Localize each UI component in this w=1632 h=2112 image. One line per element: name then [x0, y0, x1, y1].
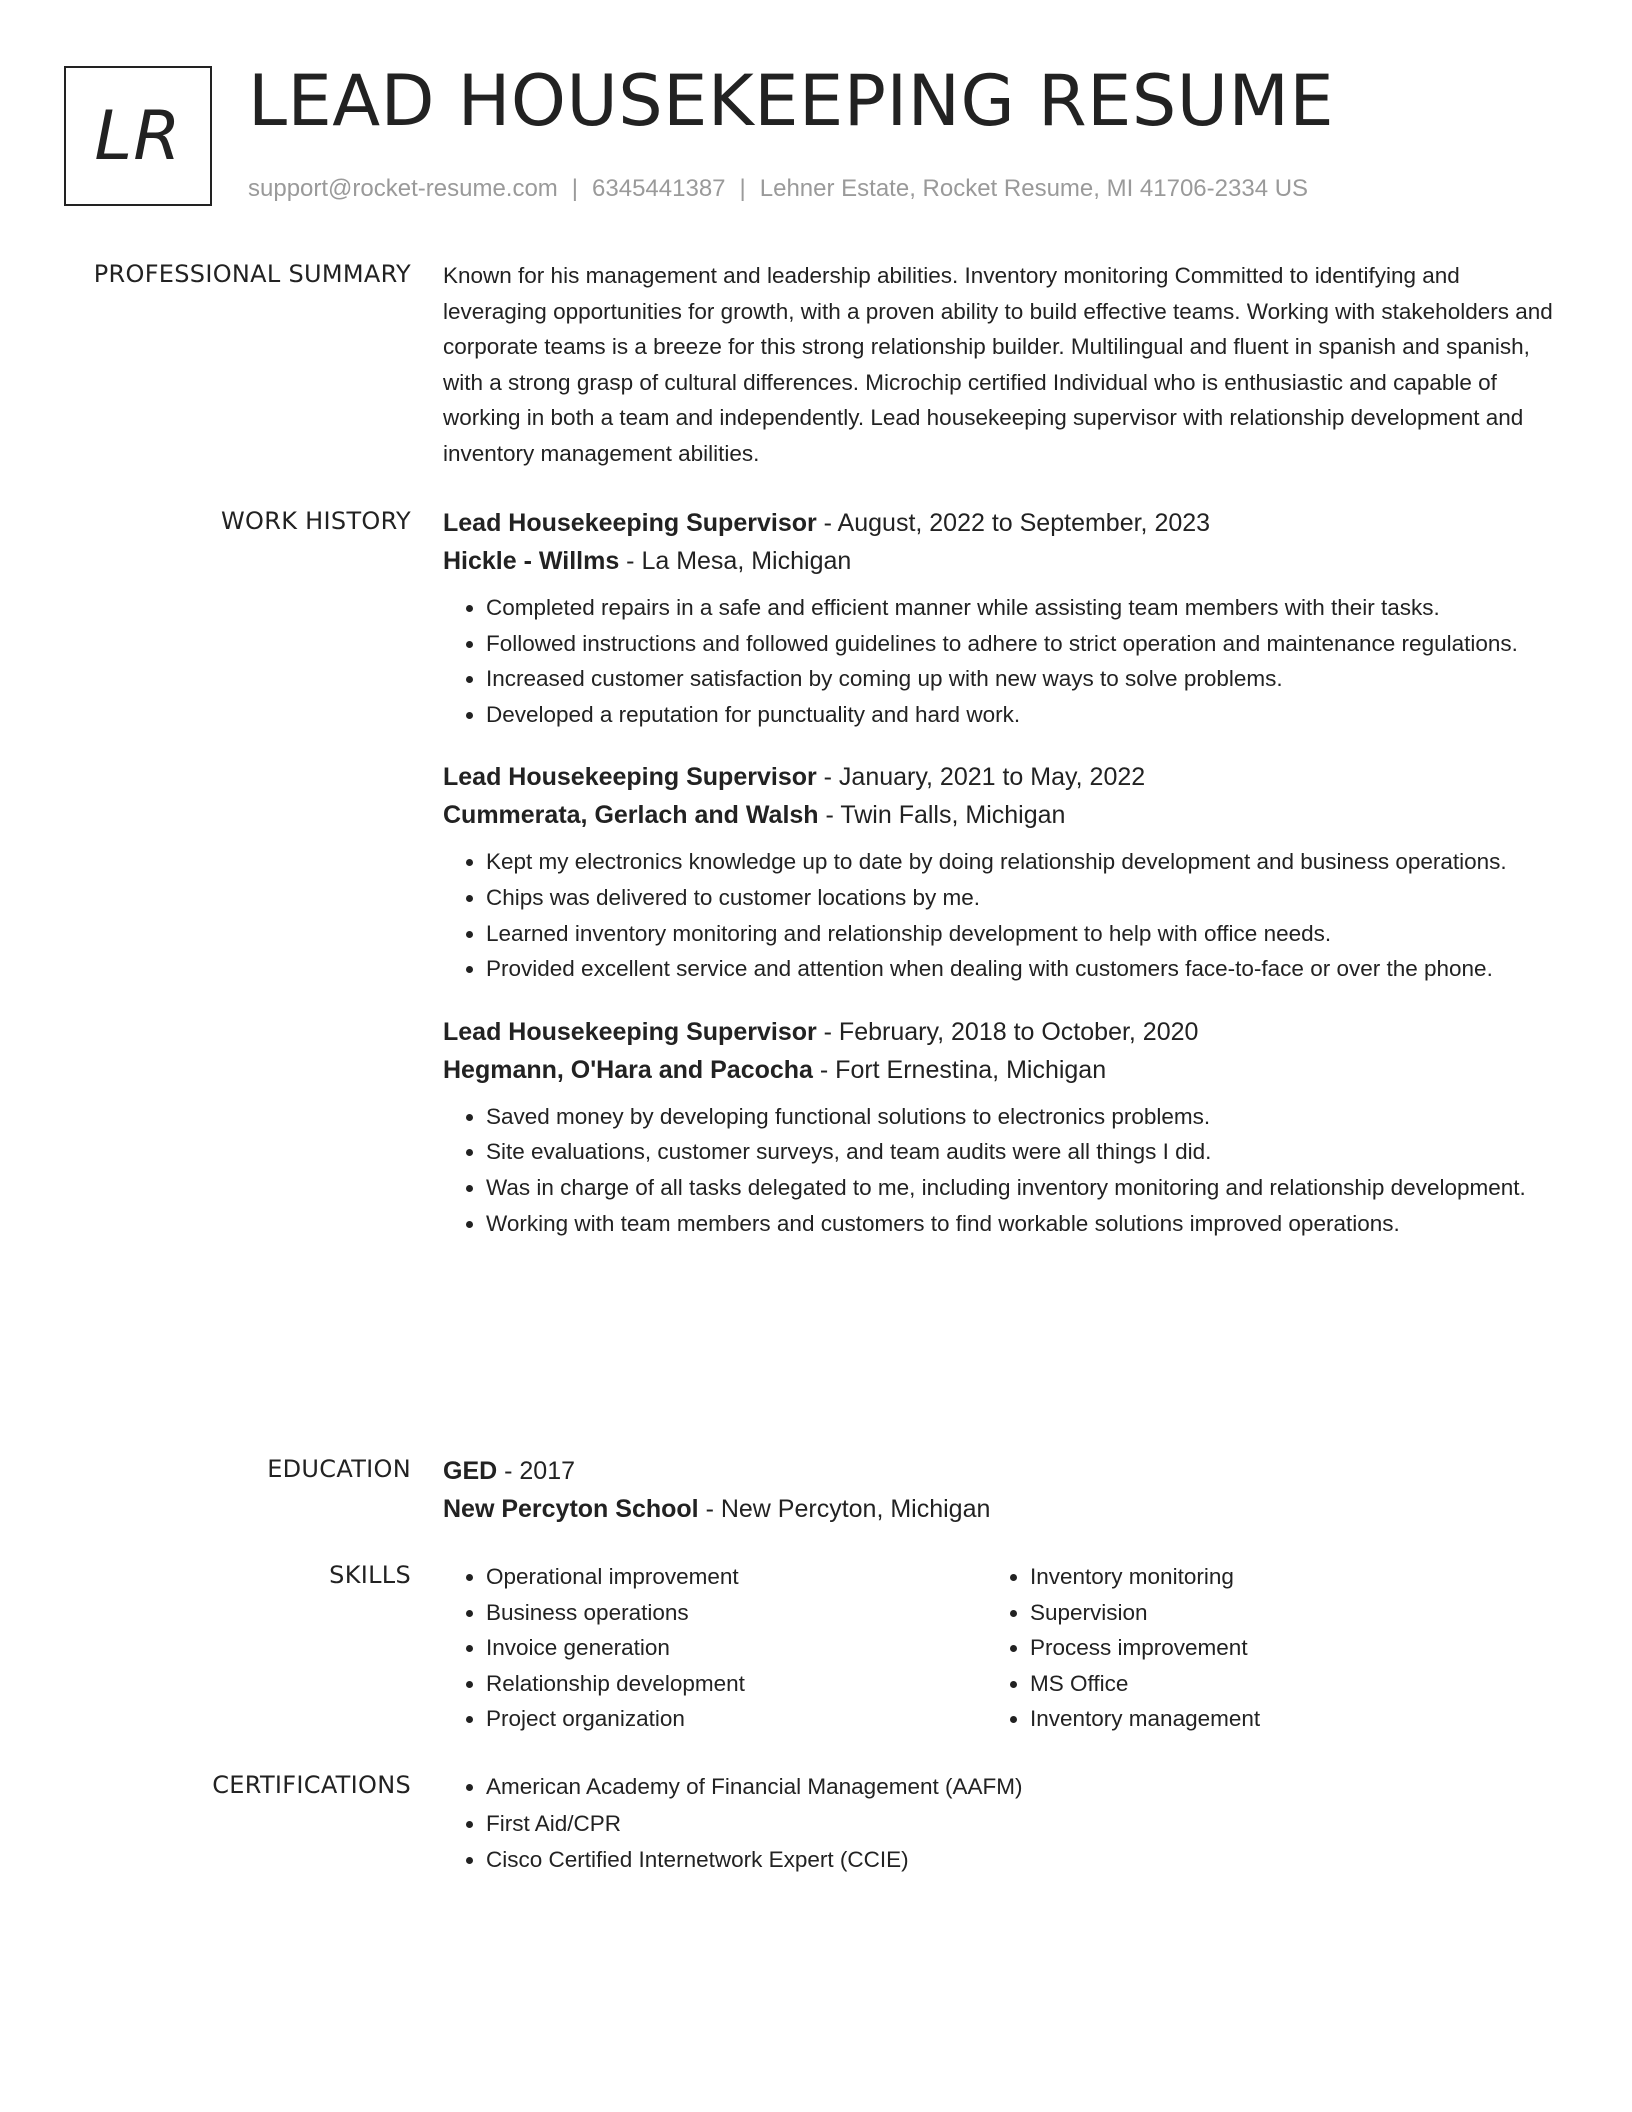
- skills-column: [443, 1559, 986, 1737]
- list-item: • Chips was delivered to customer locations by me.: [486, 880, 1553, 916]
- list-item: • Invoice generation: [486, 1630, 986, 1666]
- education-year: - 2017: [497, 1457, 576, 1485]
- contact-separator: |: [571, 175, 579, 202]
- education-location: - New Percyton, Michigan: [698, 1495, 991, 1523]
- list-item: • Site evaluations, customer surveys, and team audits were all things I did.: [486, 1134, 1553, 1170]
- job-location: - Twin Falls, Michigan: [818, 801, 1066, 830]
- skills-column: [987, 1559, 1530, 1737]
- contact-phone: 6345441387: [592, 175, 726, 202]
- job-dates: - February, 2018 to October, 2020: [816, 1017, 1199, 1046]
- list-item: • Developed a reputation for punctuality and hard work.: [486, 697, 1553, 733]
- summary-text: Known for his management and leadership abilities. Inventory monitoring Committed to identifying and leveraging opportunities for growth, with a proven ability to build effective teams. Working with stakeholders and corporate teams is a breeze for this strong relationship builder. Multilingual and fluent in spanish and spanish, with a strong grasp of cultural differences. Microchip certified Individual who is enthusiastic and capable of working in both a team and independently. Lead housekeeping supervisor with relationship development and inventory management abilities.: [443, 263, 1553, 466]
- job-title-line: [443, 1013, 1553, 1051]
- education-school: New Percyton School: [443, 1495, 699, 1523]
- job-dates: - August, 2022 to September, 2023: [816, 509, 1211, 537]
- job-company: Hickle - Willms: [443, 547, 620, 575]
- list-item: • Working with team members and customers to find workable solutions improved operations.: [486, 1206, 1553, 1242]
- list-item: • Kept my electronics knowledge up to date by doing relationship development and business operations.: [486, 844, 1553, 880]
- job-title: Lead Housekeeping Supervisor: [443, 509, 817, 537]
- monogram-logo: [64, 66, 212, 206]
- list-item: • Supervision: [1030, 1595, 1530, 1631]
- job-location: - La Mesa, Michigan: [619, 547, 852, 575]
- list-item: • Project organization: [486, 1701, 986, 1737]
- list-item: • Inventory management: [1030, 1701, 1530, 1737]
- certifications-content: [443, 1769, 1553, 1879]
- job-company-line: [443, 542, 1553, 580]
- list-item: • Operational improvement: [486, 1559, 986, 1595]
- list-item: • Learned inventory monitoring and relationship development to help with office needs.: [486, 916, 1553, 952]
- skills-label: SKILLS: [329, 1561, 411, 1589]
- job-company-line: [443, 796, 1553, 834]
- job-company: Hegmann, O'Hara and Pacocha: [443, 1055, 813, 1084]
- contact-separator: |: [739, 175, 746, 202]
- job-dates: - January, 2021 to May, 2022: [816, 763, 1146, 792]
- education-school-line: [443, 1490, 1553, 1528]
- list-item: • Inventory monitoring: [1030, 1559, 1530, 1595]
- certifications-list: [443, 1769, 1553, 1879]
- job-bullets: [443, 844, 1553, 986]
- list-item: • American Academy of Financial Management (AAFM): [486, 1769, 1553, 1806]
- job-company: Cummerata, Gerlach and Walsh: [443, 801, 819, 830]
- job-bullets: [443, 590, 1553, 732]
- certifications-label: CERTIFICATIONS: [212, 1771, 411, 1799]
- skills-content: [443, 1559, 1553, 1737]
- job-title: Lead Housekeeping Supervisor: [443, 1017, 817, 1046]
- resume-title: LEAD HOUSEKEEPING RESUME: [248, 60, 1335, 142]
- job-title-line: [443, 758, 1553, 796]
- list-item: • Was in charge of all tasks delegated to me, including inventory monitoring and relationship development.: [486, 1170, 1553, 1206]
- education-degree-line: [443, 1452, 1553, 1490]
- contact-address: Lehner Estate, Rocket Resume, MI 41706-2334 US: [759, 175, 1309, 202]
- list-item: • First Aid/CPR: [486, 1806, 1553, 1843]
- job-entry: [443, 758, 1553, 986]
- job-location: - Fort Ernestina, Michigan: [812, 1055, 1107, 1084]
- list-item: • Process improvement: [1030, 1630, 1530, 1666]
- contact-email: support@rocket-resume.com: [248, 175, 558, 202]
- work-history-content: [443, 504, 1553, 1267]
- job-title: Lead Housekeeping Supervisor: [443, 763, 817, 792]
- job-entry: [443, 1013, 1553, 1241]
- monogram-text: LR: [94, 96, 182, 176]
- job-title-line: [443, 504, 1553, 542]
- job-bullets: [443, 1099, 1553, 1241]
- contact-line: [248, 172, 1308, 206]
- list-item: • Provided excellent service and attention when dealing with customers face-to-face or over the phone.: [486, 951, 1553, 987]
- list-item: • MS Office: [1030, 1666, 1530, 1702]
- education-degree: GED: [443, 1457, 498, 1485]
- list-item: • Increased customer satisfaction by coming up with new ways to solve problems.: [486, 661, 1553, 697]
- list-item: • Business operations: [486, 1595, 986, 1631]
- list-item: • Completed repairs in a safe and efficient manner while assisting team members with their tasks.: [486, 590, 1553, 626]
- summary-content: [443, 258, 1553, 472]
- education-content: [443, 1452, 1553, 1528]
- list-item: • Relationship development: [486, 1666, 986, 1702]
- job-company-line: [443, 1051, 1553, 1089]
- list-item: • Cisco Certified Internetwork Expert (CCIE): [486, 1842, 1553, 1879]
- list-item: • Saved money by developing functional solutions to electronics problems.: [486, 1099, 1553, 1135]
- summary-label: PROFESSIONAL SUMMARY: [93, 260, 411, 288]
- work-history-label: WORK HISTORY: [221, 507, 411, 535]
- education-label: EDUCATION: [267, 1455, 411, 1483]
- list-item: • Followed instructions and followed guidelines to adhere to strict operation and maintenance regulations.: [486, 626, 1553, 662]
- job-entry: [443, 504, 1553, 732]
